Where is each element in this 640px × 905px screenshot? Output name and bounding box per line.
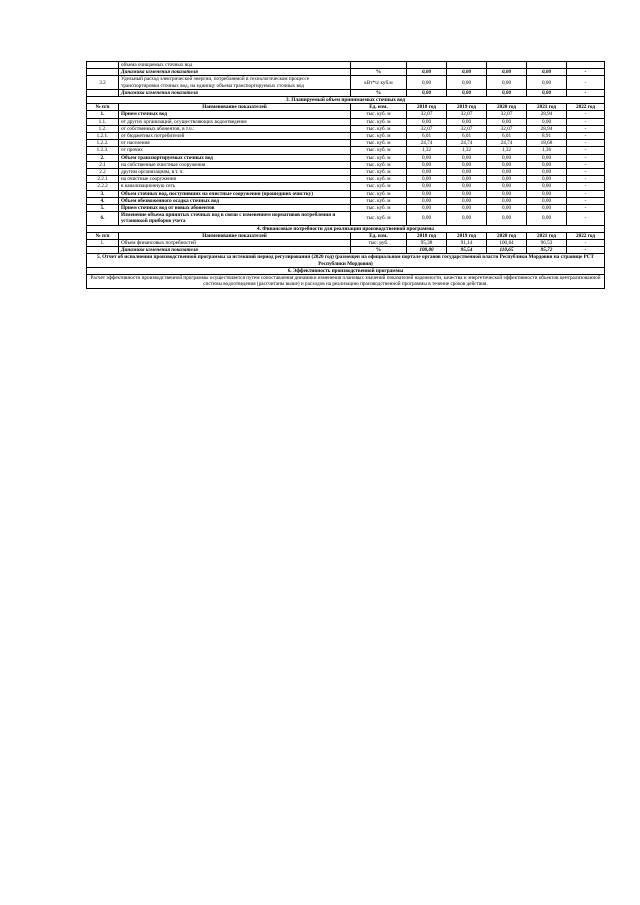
value-cell: - [567,76,605,89]
table-header-row [87,104,605,111]
row-number [87,247,119,254]
table-row [87,62,605,69]
value-cell: 0,00 [487,118,527,125]
value-cell: 24,74 [407,140,447,147]
value-cell: - [567,161,605,168]
indicator-name: от бюджетных потребителей [119,133,351,140]
unit-cell: кВт*ч/ куб.м [351,76,407,89]
value-cell: 95,38 [407,240,447,247]
value-cell: 0,00 [487,169,527,176]
indicator-name: Удельный расход электрической энергии, потребляемой в технологическом процессе транспортировки сточных вод, на единицу объема транспортируемых сточных вод [119,76,351,89]
section-3-title-row [87,97,605,104]
value-cell: 0,00 [447,212,487,225]
value-cell: 18,68 [527,140,567,147]
value-cell: 0,00 [447,69,487,76]
section-4-title-row [87,225,605,232]
section-6-title: 6. Эффективность производственной программы [87,267,605,274]
value-cell: 0,00 [527,154,567,161]
value-cell: - [567,89,605,96]
table-row [87,212,605,225]
row-number: 2.1 [87,161,119,168]
table-row [87,176,605,183]
value-cell: 110,65 [487,247,527,254]
unit-cell: % [351,247,407,254]
value-cell: 0,00 [407,89,447,96]
value-cell: 0,00 [447,118,487,125]
table-row [87,240,605,247]
value-cell: 91,14 [447,240,487,247]
table-row [87,118,605,125]
indicator-name: от прочих [119,147,351,154]
column-header: 2020 год [487,232,527,239]
row-number: 2.2.1 [87,176,119,183]
column-header: 2022 год [567,232,605,239]
value-cell: - [567,154,605,161]
value-cell [407,62,447,69]
table-row [87,76,605,89]
unit-cell: тыс. куб. м [351,161,407,168]
value-cell: 0,00 [527,118,567,125]
value-cell: 6,01 [487,133,527,140]
value-cell: 0,00 [407,161,447,168]
column-header: 2021 год [527,104,567,111]
column-header: 2019 год [447,104,487,111]
value-cell: 0,00 [407,169,447,176]
value-cell: 1,32 [487,147,527,154]
column-header: Ед. изм. [351,104,407,111]
column-header: Ед. изм. [351,232,407,239]
value-cell: 0,00 [447,205,487,212]
value-cell: 0,00 [487,183,527,190]
table-header-row [87,232,605,239]
value-cell: 24,74 [447,140,487,147]
unit-cell [351,62,407,69]
section-4-title: 4. Финансовые потребности для реализации производственной программы [87,225,605,232]
value-cell: 0,00 [527,183,567,190]
value-cell: 0,00 [487,176,527,183]
row-number: 5. [87,205,119,212]
indicator-name: Прием сточных вод [119,111,351,118]
value-cell: 0,00 [407,190,447,197]
indicator-name: на собственные очистные сооружения [119,161,351,168]
value-cell: 0,00 [407,76,447,89]
section-3-title: 3. Планируемый объем принимаемых сточных вод [87,97,605,104]
unit-cell: тыс. куб. м [351,205,407,212]
unit-cell: тыс. руб. [351,240,407,247]
table-row [87,125,605,132]
column-header: Наименование показателей [119,104,351,111]
column-header: 2018 год [407,232,447,239]
value-cell [487,62,527,69]
row-number [87,69,119,76]
column-header: 2021 год [527,232,567,239]
value-cell: 95,54 [447,247,487,254]
value-cell: 32,07 [407,111,447,118]
value-cell: 0,00 [447,161,487,168]
indicator-name: Объем транспортируемых сточных вод [119,154,351,161]
row-number: 1. [87,240,119,247]
unit-cell: тыс. куб. м [351,154,407,161]
value-cell: 0,00 [487,205,527,212]
value-cell: - [567,125,605,132]
section-6-text-row [87,275,605,288]
indicator-name: в канализационную сеть [119,183,351,190]
value-cell: - [567,212,605,225]
indicator-name: от других организаций, осуществляющих водоотведение [119,118,351,125]
section-6-title-row [87,267,605,274]
value-cell: 0,00 [447,76,487,89]
table-row [87,89,605,96]
row-number: 2.2 [87,169,119,176]
value-cell: 0,00 [527,89,567,96]
value-cell: 95,72 [527,247,567,254]
value-cell: 0,00 [447,89,487,96]
value-cell: 0,00 [487,76,527,89]
value-cell: - [567,247,605,254]
value-cell: 0,00 [407,197,447,204]
value-cell: 0,00 [527,76,567,89]
indicator-name: на очистные сооружения [119,176,351,183]
value-cell: 32,07 [447,111,487,118]
section-6-text: Расчет эффективности производственной программы осуществляется путем сопоставления динамики изменения плановых значений показателей надежности, качества и энергетической эффективности объектов централизованной системы водоотведения (рассчитаны выше) и расходов на реализацию производственной программы в течение сроков действия. [87,275,605,288]
table-row [87,247,605,254]
value-cell: 0,00 [447,197,487,204]
row-number: 1. [87,111,119,118]
table-row [87,154,605,161]
value-cell: 0,00 [527,69,567,76]
row-number: 2.2.2 [87,183,119,190]
value-cell: 24,74 [487,140,527,147]
value-cell: 0,00 [487,212,527,225]
value-cell: 32,07 [487,111,527,118]
unit-cell: % [351,89,407,96]
row-number: 2. [87,154,119,161]
production-program-table [86,61,605,289]
indicator-name: Прием сточных вод от новых абонентов [119,205,351,212]
unit-cell: тыс. куб. м [351,197,407,204]
value-cell: 32,07 [447,125,487,132]
indicator-name: от населения [119,140,351,147]
row-number: 6. [87,212,119,225]
value-cell [567,62,605,69]
unit-cell: тыс. куб. м [351,118,407,125]
value-cell: - [567,183,605,190]
unit-cell: тыс. куб. м [351,176,407,183]
section-5-title: 5. Отчет об исполнении производственной программы за истекший период регулирования (2020 год) (размещен на официальном портале органов государственной власти Республики Мордовия на странице РСТ Республики Мордовия) [87,254,605,267]
value-cell: 0,00 [447,190,487,197]
indicator-name: от собственных абонентов, в т.ч.: [119,125,351,132]
column-header: 2020 год [487,104,527,111]
value-cell: 0,00 [407,154,447,161]
value-cell: 0,00 [487,154,527,161]
row-number: 1.2.2. [87,140,119,147]
value-cell: 0,00 [447,176,487,183]
unit-cell: тыс. куб. м [351,169,407,176]
value-cell: 0,00 [487,190,527,197]
column-header: № п/п [87,104,119,111]
table-row [87,190,605,197]
value-cell: 0,00 [447,169,487,176]
value-cell: 32,07 [407,125,447,132]
value-cell: 0,00 [487,89,527,96]
unit-cell: тыс. куб. м [351,183,407,190]
document-page [86,61,604,289]
value-cell: - [567,197,605,204]
row-number [87,89,119,96]
value-cell: 0,00 [527,197,567,204]
unit-cell: % [351,69,407,76]
unit-cell: тыс. куб. м [351,125,407,132]
value-cell: 6,01 [407,133,447,140]
indicator-name: Динамика изменения показателя [119,247,351,254]
value-cell: - [567,69,605,76]
value-cell: - [567,147,605,154]
column-header: № п/п [87,232,119,239]
value-cell: - [567,111,605,118]
indicator-name: объема очищаемых сточных вод [119,62,351,69]
column-header: Наименование показателей [119,232,351,239]
value-cell: 0,00 [487,69,527,76]
value-cell: 0,00 [407,176,447,183]
table-row [87,205,605,212]
table-row [87,183,605,190]
table-row [87,140,605,147]
column-header: 2018 год [407,104,447,111]
value-cell: 0,00 [407,205,447,212]
value-cell: - [567,169,605,176]
indicator-name: Динамика изменения показателя [119,89,351,96]
value-cell: 0,00 [447,183,487,190]
indicator-name: Динамика изменения показателя [119,69,351,76]
value-cell: 0,00 [527,190,567,197]
value-cell: 0,00 [527,212,567,225]
value-cell: 0,00 [407,118,447,125]
column-header: 2022 год [567,104,605,111]
value-cell [447,62,487,69]
unit-cell: тыс. куб. м [351,190,407,197]
table-row [87,147,605,154]
value-cell [527,62,567,69]
table-row [87,161,605,168]
value-cell: 0,00 [487,197,527,204]
value-cell: - [567,118,605,125]
row-number: 3. [87,190,119,197]
value-cell: 0,00 [527,169,567,176]
column-header: 2019 год [447,232,487,239]
unit-cell: тыс. куб. м [351,147,407,154]
indicator-name: Изменение объема принятых сточных вод в связи с изменением нормативов потребления и установкой приборов учета [119,212,351,225]
value-cell: 1,32 [407,147,447,154]
value-cell: 0,00 [407,212,447,225]
value-cell: 100,84 [487,240,527,247]
row-number: 1.2.3. [87,147,119,154]
table-row [87,133,605,140]
value-cell: 96,53 [527,240,567,247]
value-cell: - [567,176,605,183]
value-cell: 0,00 [407,69,447,76]
value-cell: 0,00 [527,205,567,212]
table-row [87,69,605,76]
section-5-title-row [87,254,605,267]
value-cell: 100,00 [407,247,447,254]
indicator-name: Объем финансовых потребностей [119,240,351,247]
value-cell: 0,00 [487,161,527,168]
value-cell: - [567,240,605,247]
row-number [87,62,119,69]
value-cell: 32,07 [487,125,527,132]
unit-cell: тыс. куб. м [351,140,407,147]
value-cell: 1,32 [447,147,487,154]
unit-cell: тыс. куб. м [351,212,407,225]
value-cell: 6,01 [447,133,487,140]
value-cell: 0,00 [407,183,447,190]
row-number: 1.1. [87,118,119,125]
indicator-name: Объем обезвоженного осадка сточных вод [119,197,351,204]
row-number: 1.2.1. [87,133,119,140]
table-row [87,111,605,118]
value-cell: - [567,140,605,147]
value-cell: - [567,190,605,197]
unit-cell: тыс. куб. м [351,133,407,140]
table-row [87,197,605,204]
value-cell: 28,94 [527,125,567,132]
row-number: 3.2 [87,76,119,89]
row-number: 4. [87,197,119,204]
value-cell: 0,00 [527,176,567,183]
table-row [87,169,605,176]
value-cell: - [567,205,605,212]
value-cell: 28,94 [527,111,567,118]
unit-cell: тыс. куб. м [351,111,407,118]
value-cell: 0,00 [447,154,487,161]
value-cell: 8,91 [527,133,567,140]
value-cell: - [567,133,605,140]
indicator-name: Объем сточных вод, поступивших на очистные сооружения (прошедших очистку) [119,190,351,197]
indicator-name: другим организациям, в т. ч. [119,169,351,176]
value-cell: 1,36 [527,147,567,154]
row-number: 1.2. [87,125,119,132]
value-cell: 0,00 [527,161,567,168]
